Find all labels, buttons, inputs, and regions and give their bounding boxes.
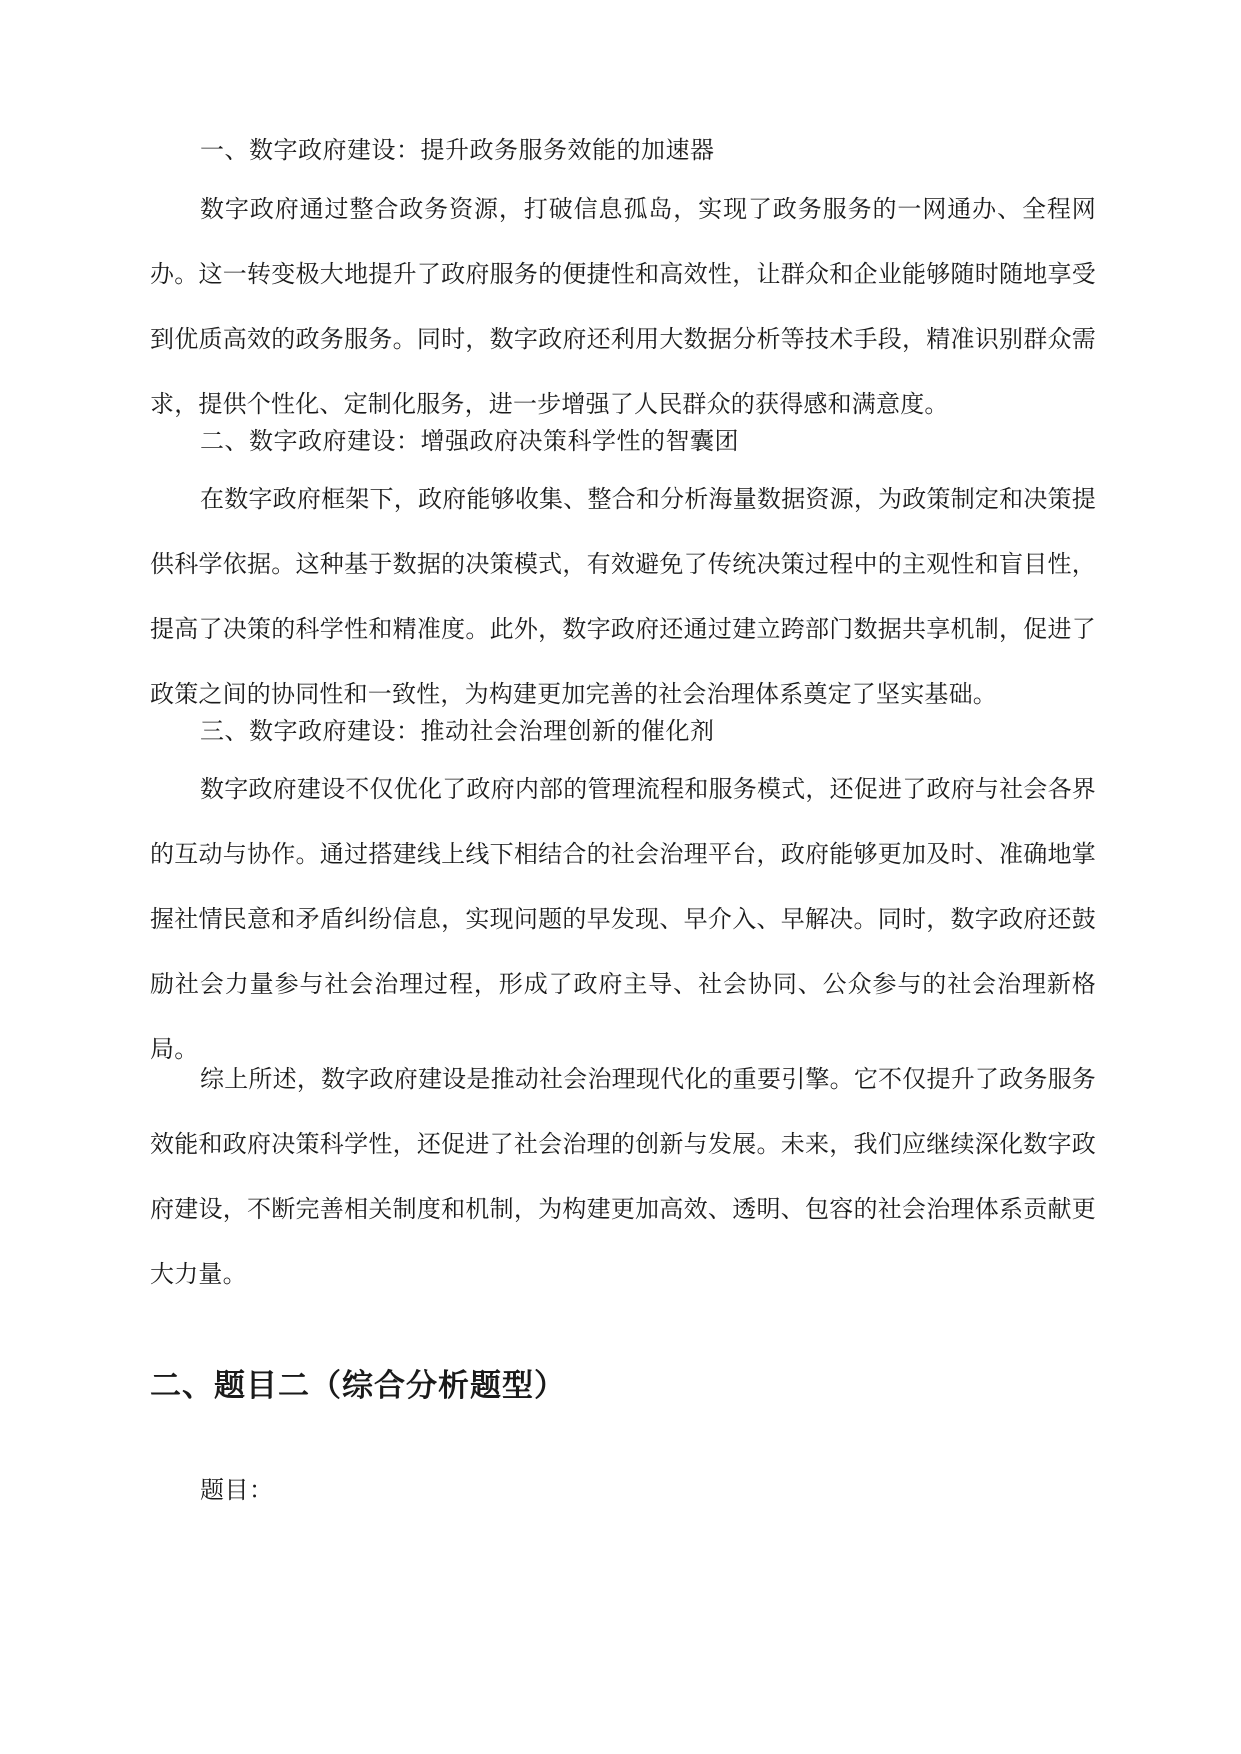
subheading-2: 二、数字政府建设：增强政府决策科学性的智囊团 <box>200 427 739 455</box>
subheading-1: 一、数字政府建设：提升政务服务效能的加速器 <box>200 136 715 164</box>
paragraph-1: 数字政府通过整合政务资源，打破信息孤岛，实现了政务服务的一网通办、全程网办。这一转变极大地提升了政府服务的便捷性和高效性，让群众和企业能够随时随地享受到优质高效的政务服务。同时，数字政府还利用大数据分析等技术手段，精准识别群众需求，提供个性化、定制化服务，进一步增强了人民群众的获得感和满意度。 <box>150 195 1096 418</box>
paragraph-3: 数字政府建设不仅优化了政府内部的管理流程和服务模式，还促进了政府与社会各界的互动与协作。通过搭建线上线下相结合的社会治理平台，政府能够更加及时、准确地掌握社情民意和矛盾纠纷信息，实现问题的早发现、早介入、早解决。同时，数字政府还鼓励社会力量参与社会治理过程，形成了政府主导、社会协同、公众参与的社会治理新格局。 <box>150 775 1096 1063</box>
subheading-3: 三、数字政府建设：推动社会治理创新的催化剂 <box>200 717 715 745</box>
section-title: 二、题目二（综合分析题型） <box>150 1368 566 1404</box>
question-label: 题目： <box>200 1476 274 1504</box>
paragraph-2: 在数字政府框架下，政府能够收集、整合和分析海量数据资源，为政策制定和决策提供科学依据。这种基于数据的决策模式，有效避免了传统决策过程中的主观性和盲目性，提高了决策的科学性和精准度。此外，数字政府还通过建立跨部门数据共享机制，促进了政策之间的协同性和一致性，为构建更加完善的社会治理体系奠定了坚实基础。 <box>150 485 1096 708</box>
paragraph-4: 综上所述，数字政府建设是推动社会治理现代化的重要引擎。它不仅提升了政务服务效能和政府决策科学性，还促进了社会治理的创新与发展。未来，我们应继续深化数字政府建设，不断完善相关制度和机制，为构建更加高效、透明、包容的社会治理体系贡献更大力量。 <box>150 1065 1096 1288</box>
